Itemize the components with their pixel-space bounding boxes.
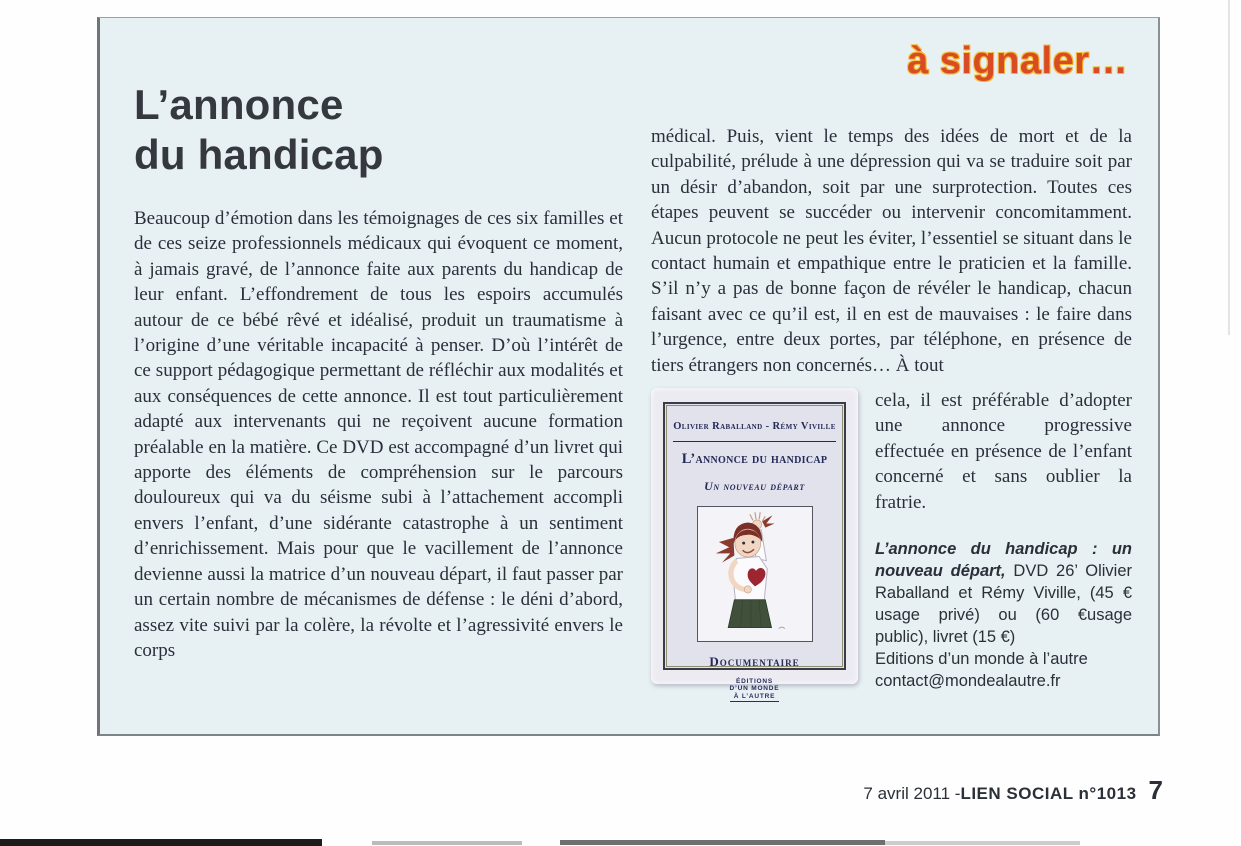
- article-paragraph: Beaucoup d’émotion dans les témoignages de ces six familles et de ces seize professionnels médicaux qui évoquent ce moment, à jamais gravé, de l’annonce faite aux parents du handicap de leur enfant. L’effondrement de tous les espoirs accumulés autour de ce bébé rêvé et idéalisé, produit un traumatisme à l’origine d’une véritable incapacité à penser. D’où l’intérêt de ce support pédagogique permettant de réfléchir aux modalités et aux conséquences de cette annonce. Il est tout particulièrement adapté aux intervenants qui ne reçoivent aucune formation préalable en la matière. Ce DVD est accompagné d’un livret qui apporte des éléments de compréhension sur le parcours douloureux qui va du séisme subi à l’attachement accompli envers l’enfant, d’une sidérante catastrophe à un sentiment d’enrichissement. Mais pour que le vacillement de l’annonce devienne aussi la matrice d’un nouveau départ, il faut passer par un certain nombre de mécanismes de défense : le déni d’abord, assez vite suivi par la colère, la révolte et l’agressivité envers le corps: [134, 208, 623, 661]
- caption-contact-email: contact@mondealautre.fr: [875, 672, 1061, 691]
- article-paragraph-wrap: cela, il est préférable d’adopter une annonce progressive effectuée en présence de l’enfant concerné et sans oublier la fratrie.: [875, 390, 1132, 513]
- beside-cover: [858, 388, 1132, 692]
- article-column-left: [134, 206, 623, 663]
- dvd-subtitle: Un nouveau départ: [704, 478, 805, 493]
- dvd-genre: Documentaire: [709, 654, 800, 670]
- dvd-publisher-logo: ÉDITIONS D’UN MONDE À L’AUTRE: [730, 678, 780, 703]
- footer-journal-name: LIEN SOCIAL n°1013: [960, 784, 1137, 803]
- article-paragraph: médical. Puis, vient le temps des idées de mort et de la culpabilité, prélude à une dépression qui va se traduire soit par un désir d’abandon, soit par une surprotection. Toutes ces étapes peuvent se succéder ou intervenir concomitamment. Aucun protocole ne peut les éviter, l’essentiel se situant dans le contact humain et empathique entre le praticien et la famille. S’il n’y a pas de bonne façon de révéler le handicap, chacun faisant avec ce qu’il est, il en est de mauvaises : le faire dans l’urgence, entre deux portes, par téléphone, en présence de tiers étrangers non concernés… À tout: [651, 126, 1132, 376]
- dvd-caption: [875, 538, 1132, 692]
- media-row: [651, 388, 1132, 700]
- scan-bottom-artifact: [885, 841, 1080, 845]
- section-header: à signaler…: [907, 40, 1128, 82]
- caption-details: DVD 26’ Olivier Raballand et Rémy Viville, (45 € usage privé) ou (60 €usage public), livret (15 €): [875, 562, 1132, 647]
- page-footer: [863, 775, 1163, 806]
- scan-bottom-artifact: [560, 840, 885, 845]
- scan-edge-artifact: [1228, 0, 1230, 335]
- scan-bottom-artifact: [372, 841, 522, 845]
- article-panel: [97, 17, 1160, 736]
- footer-date: 7 avril 2011 -: [863, 784, 961, 803]
- article-title-line2: du handicap: [134, 131, 384, 178]
- dvd-cover: [663, 402, 846, 700]
- article-column-right: [651, 124, 1132, 700]
- caption-title: L’annonce du handicap : un nouveau départ,: [875, 540, 1132, 581]
- article-title: [134, 80, 384, 180]
- caption-main: [875, 538, 1132, 648]
- footer-page-number: 7: [1148, 775, 1163, 805]
- scan-bottom-artifact: [0, 839, 322, 846]
- dvd-authors: Olivier Raballand - Rémy Viville: [673, 414, 836, 442]
- dvd-title: L’annonce du handicap: [681, 451, 828, 468]
- caption-publisher: Editions d’un monde à l’autre: [875, 650, 1088, 669]
- dvd-illustration: [697, 506, 813, 642]
- girl-drawing-icon: [698, 507, 812, 641]
- dvd-cover-photo: [651, 388, 858, 700]
- article-title-line1: L’annonce: [134, 81, 344, 128]
